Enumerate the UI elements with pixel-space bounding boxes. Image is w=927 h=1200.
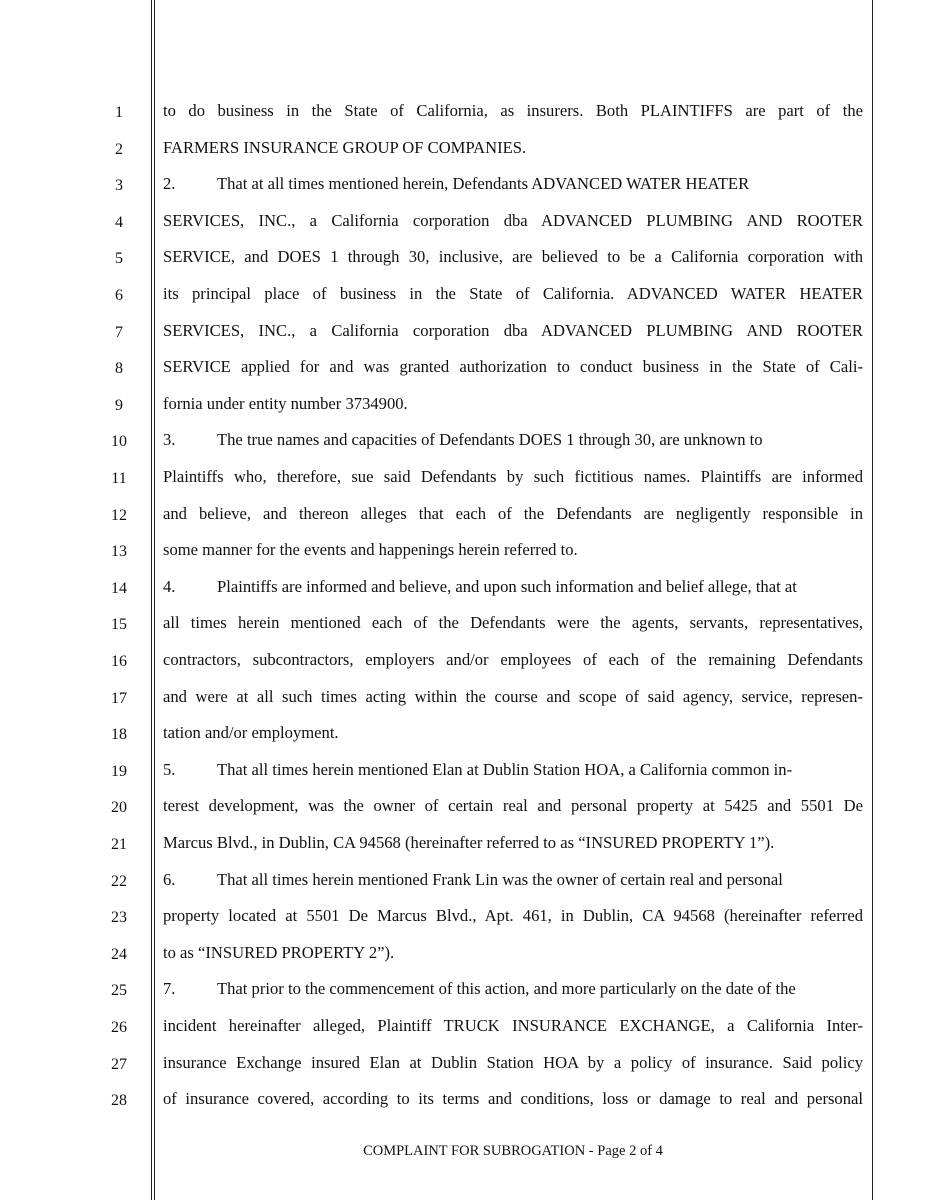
- paragraph-number: 7.: [163, 979, 176, 999]
- line-number: 9: [115, 396, 123, 414]
- text-line: [163, 650, 863, 670]
- text-line: [163, 138, 863, 158]
- line-number: 2: [115, 140, 123, 158]
- text-line: [163, 357, 863, 377]
- line-text: all times herein mentioned each of the Defendants were the agents, servants, representatives,: [163, 613, 863, 633]
- line-number: 6: [115, 287, 123, 304]
- line-text: property located at 5501 De Marcus Blvd., Apt. 461, in Dublin, CA 94568 (hereinafter referred: [163, 906, 863, 926]
- line-text: That prior to the commencement of this action, and more particularly on the date of the: [217, 979, 796, 999]
- line-number: 5: [115, 250, 123, 268]
- left-margin-rule-inner: [154, 0, 155, 1200]
- line-number: 15: [111, 616, 127, 634]
- line-text: of insurance covered, according to its terms and conditions, loss or damage to real and personal: [163, 1089, 863, 1109]
- line-number: 7: [115, 323, 123, 341]
- line-text: and were at all such times acting within the course and scope of said agency, service, represen-: [163, 686, 863, 706]
- line-number: 10: [111, 433, 127, 451]
- line-text: Marcus Blvd., in Dublin, CA 94568 (hereinafter referred to as “INSURED PROPERTY 1”).: [163, 833, 775, 852]
- text-line: [163, 577, 863, 597]
- page-footer: COMPLAINT FOR SUBROGATION - Page 2 of 4: [363, 1143, 663, 1159]
- line-text: SERVICE applied for and was granted authorization to conduct business in the State of Cali-: [163, 357, 863, 377]
- line-number: 28: [111, 1092, 127, 1110]
- text-line: [163, 833, 863, 853]
- line-number: 3: [115, 177, 123, 195]
- line-text: to as “INSURED PROPERTY 2”).: [163, 942, 395, 962]
- line-number: 4: [115, 213, 123, 231]
- text-line: [163, 760, 863, 780]
- text-line: [163, 1053, 863, 1073]
- paragraph-number: 3.: [163, 430, 176, 450]
- text-line: [163, 430, 863, 450]
- text-line: [163, 906, 863, 926]
- text-line: [163, 943, 863, 963]
- text-line: [163, 1089, 863, 1109]
- right-margin-rule: [872, 0, 873, 1200]
- line-number: 19: [111, 762, 127, 780]
- line-number: 1: [115, 104, 123, 121]
- line-text: to do business in the State of California, as insurers. Both PLAINTIFFS are part of the: [163, 101, 863, 120]
- line-number: 18: [111, 726, 127, 744]
- line-text: contractors, subcontractors, employers and/or employees of each of the remaining Defendants: [163, 650, 863, 669]
- line-text: FARMERS INSURANCE GROUP OF COMPANIES.: [163, 137, 527, 157]
- line-text: SERVICE, and DOES 1 through 30, inclusive, are believed to be a California corporation with: [163, 247, 863, 267]
- text-line: [163, 796, 863, 816]
- line-text: fornia under entity number 3734900.: [163, 393, 408, 413]
- line-text: terest development, was the owner of certain real and personal property at 5425 and 5501 De: [163, 796, 863, 816]
- line-text: That all times herein mentioned Frank Lin was the owner of certain real and personal: [217, 869, 783, 889]
- line-text: Plaintiffs are informed and believe, and upon such information and belief allege, that at: [217, 576, 797, 596]
- line-number: 23: [111, 909, 127, 927]
- text-line: [163, 540, 863, 560]
- text-line: [163, 504, 863, 524]
- line-number: 22: [111, 872, 127, 890]
- line-number: 21: [111, 836, 127, 853]
- line-text: That all times herein mentioned Elan at Dublin Station HOA, a California common in-: [217, 759, 793, 779]
- text-line: [163, 723, 863, 743]
- text-line: [163, 394, 863, 414]
- line-number: 11: [111, 470, 127, 487]
- line-text: That at all times mentioned herein, Defendants ADVANCED WATER HEATER: [217, 174, 750, 194]
- line-number: 8: [115, 360, 123, 378]
- text-line: [163, 247, 863, 267]
- paragraph-number: 5.: [163, 759, 176, 779]
- line-text: and believe, and thereon alleges that each of the Defendants are negligently responsible in: [163, 503, 863, 523]
- paragraph-number: 4.: [163, 576, 176, 596]
- line-number: 26: [111, 1019, 127, 1036]
- line-number: 24: [111, 945, 127, 963]
- line-number: 13: [111, 543, 127, 561]
- text-line: [163, 284, 863, 304]
- text-line: [163, 979, 863, 999]
- left-margin-rule-outer: [151, 0, 152, 1200]
- line-number: 25: [111, 982, 127, 1000]
- line-text: Plaintiffs who, therefore, sue said Defendants by such fictitious names. Plaintiffs are informed: [163, 467, 863, 486]
- line-text: some manner for the events and happenings herein referred to.: [163, 540, 578, 560]
- text-line: [163, 613, 863, 633]
- line-text: incident hereinafter alleged, Plaintiff TRUCK INSURANCE EXCHANGE, a California Inter-: [163, 1016, 863, 1035]
- line-text: its principal place of business in the State of California. ADVANCED WATER HEATER: [163, 284, 863, 303]
- text-line: [163, 1016, 863, 1036]
- line-text: SERVICES, INC., a California corporation dba ADVANCED PLUMBING AND ROOTER: [163, 210, 863, 230]
- text-line: [163, 870, 863, 890]
- line-number: 16: [111, 653, 127, 670]
- line-number: 17: [111, 689, 127, 707]
- line-text: The true names and capacities of Defendants DOES 1 through 30, are unknown to: [217, 430, 763, 450]
- line-number: 27: [111, 1055, 127, 1073]
- text-line: [163, 101, 863, 121]
- paragraph-number: 2.: [163, 174, 176, 194]
- text-line: [163, 174, 863, 194]
- line-text: tation and/or employment.: [163, 723, 339, 743]
- text-line: [163, 321, 863, 341]
- line-text: SERVICES, INC., a California corporation dba ADVANCED PLUMBING AND ROOTER: [163, 320, 863, 340]
- text-line: [163, 211, 863, 231]
- text-line: [163, 687, 863, 707]
- line-number: 14: [111, 579, 127, 597]
- line-number: 20: [111, 799, 127, 817]
- paragraph-number: 6.: [163, 869, 176, 889]
- text-line: [163, 467, 863, 487]
- line-text: insurance Exchange insured Elan at Dublin Station HOA by a policy of insurance. Said policy: [163, 1052, 863, 1072]
- line-number: 12: [111, 506, 127, 524]
